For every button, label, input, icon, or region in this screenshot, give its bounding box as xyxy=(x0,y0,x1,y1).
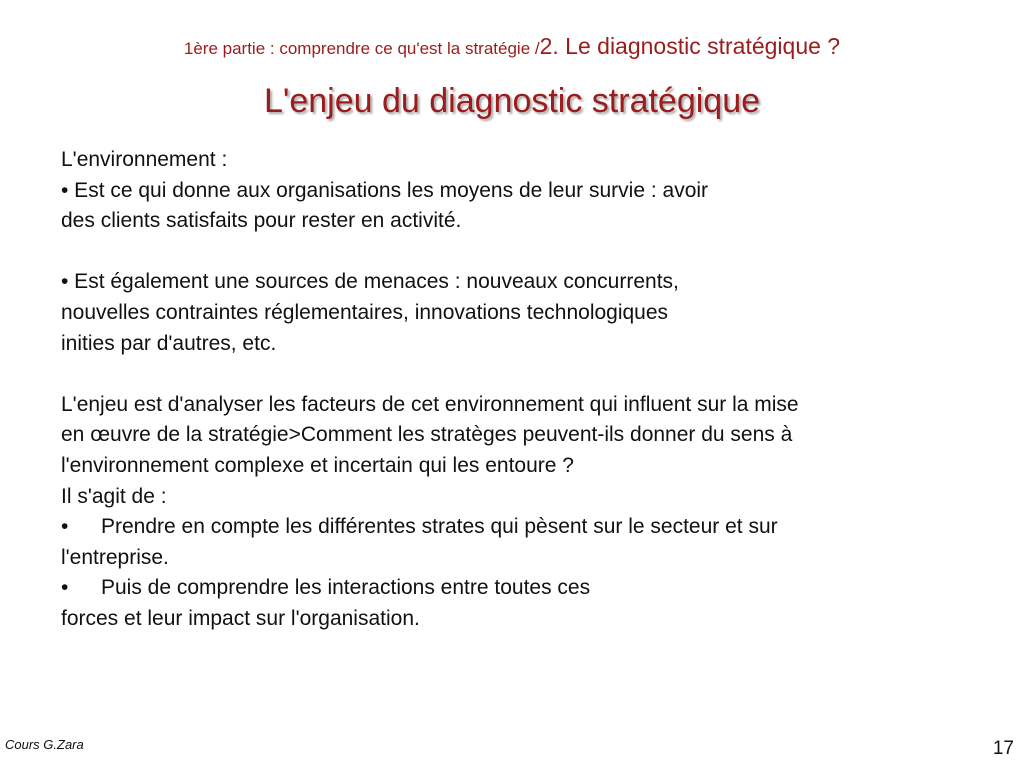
body-line xyxy=(61,359,981,390)
footer-author: Cours G.Zara xyxy=(5,737,84,752)
body-line: l'environnement complexe et incertain qui les entoure ? xyxy=(61,453,574,477)
bullet-text: Prendre en compte les différentes strates qui pèsent sur le secteur et sur xyxy=(101,515,778,539)
bullet-continuation: l'entreprise. xyxy=(61,545,169,569)
bullet-item xyxy=(61,512,981,543)
body-line: L'enjeu est d'analyser les facteurs de cet environnement qui influent sur la mise xyxy=(61,392,799,416)
body-line: des clients satisfaits pour rester en activité. xyxy=(61,209,462,233)
body-line: • Est également une sources de menaces : nouveaux concurrents, xyxy=(61,270,679,294)
body-line: inities par d'autres, etc. xyxy=(61,331,277,355)
bullet-icon: • xyxy=(61,576,69,600)
slide-body xyxy=(61,145,981,635)
bullet-continuation: forces et leur impact sur l'organisation. xyxy=(61,606,420,630)
body-line: L'environnement : xyxy=(61,148,228,171)
page-number: 17 xyxy=(992,738,1014,759)
body-line: en œuvre de la stratégie>Comment les stratèges peuvent-ils donner du sens à xyxy=(61,423,793,447)
bullet-text: Puis de comprendre les interactions entre toutes ces xyxy=(101,576,591,600)
breadcrumb xyxy=(0,33,1024,60)
body-line: • Est ce qui donne aux organisations les moyens de leur survie : avoir xyxy=(61,178,709,202)
breadcrumb-part-subsection: 2. Le diagnostic stratégique ? xyxy=(539,33,841,59)
slide-title: L'enjeu du diagnostic stratégique xyxy=(263,82,761,120)
bullet-item xyxy=(61,573,981,604)
breadcrumb-part-section: 1ère partie : comprendre ce qu'est la stratégie / xyxy=(183,39,540,58)
body-line: nouvelles contraintes réglementaires, innovations technologiques xyxy=(61,300,669,324)
bullet-icon: • xyxy=(61,515,69,539)
body-line: Il s'agit de : xyxy=(61,484,167,508)
body-line xyxy=(61,237,981,268)
